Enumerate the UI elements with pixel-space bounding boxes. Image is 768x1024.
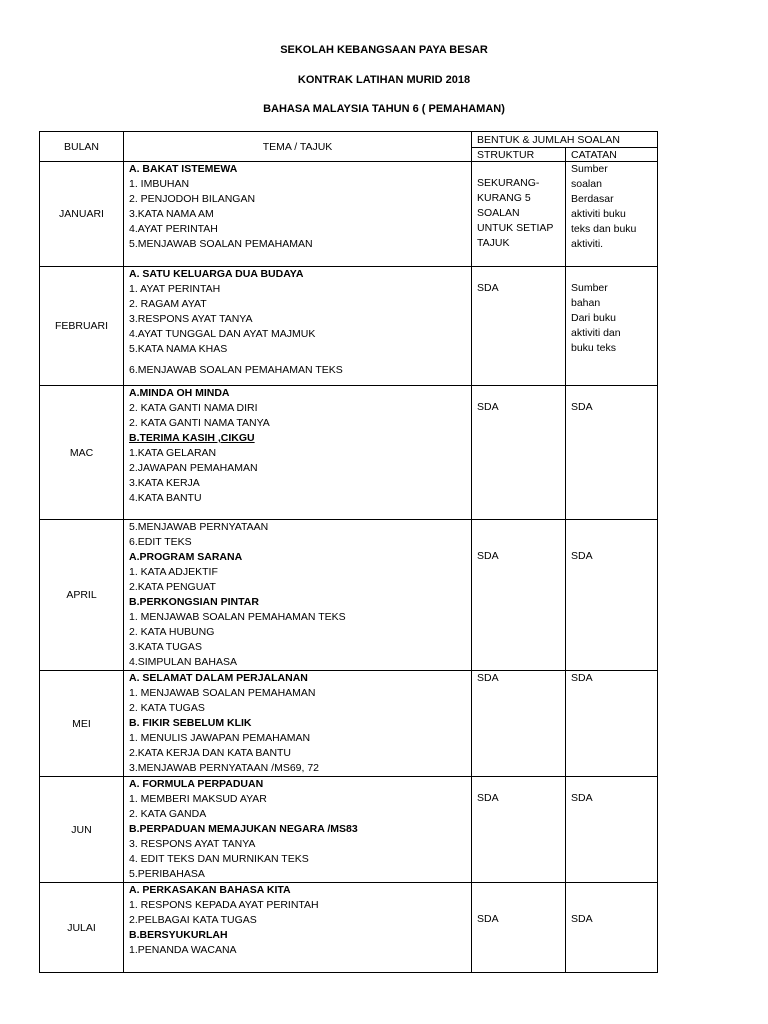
struktur-text: SDA — [477, 401, 499, 413]
catatan-cell — [566, 162, 658, 267]
struktur-cell — [472, 386, 566, 520]
topic-item: 2.JAWAPAN PEMAHAMAN — [129, 462, 258, 474]
topic-item: 1.KATA GELARAN — [129, 447, 217, 459]
header-struktur: STRUKTUR — [472, 148, 566, 162]
topics-cell — [124, 386, 472, 520]
topic-heading: B. FIKIR SEBELUM KLIK — [129, 717, 252, 729]
catatan-text: aktiviti. — [571, 238, 604, 250]
topic-item: 3.KATA NAMA AM — [129, 208, 214, 220]
topic-heading: A. SATU KELUARGA DUA BUDAYA — [129, 268, 304, 280]
topic-item: 1. MEMBERI MAKSUD AYAR — [129, 793, 267, 805]
struktur-text: SDA — [477, 672, 499, 684]
struktur-cell — [472, 520, 566, 671]
school-title: SEKOLAH KEBANGSAAN PAYA BESAR — [280, 44, 488, 56]
topic-item: 4.SIMPULAN BAHASA — [129, 656, 237, 668]
topic-item: 1. IMBUHAN — [129, 178, 190, 190]
struktur-text: SOALAN — [477, 207, 520, 219]
topic-item: 1. MENULIS JAWAPAN PEMAHAMAN — [129, 732, 311, 744]
topic-item: 5.MENJAWAB SOALAN PEMAHAMAN — [129, 238, 313, 250]
topics-cell — [124, 883, 472, 973]
catatan-text: Berdasar — [571, 193, 614, 205]
topic-item: 4.AYAT PERINTAH — [129, 223, 218, 235]
catatan-text: aktiviti buku — [571, 208, 626, 220]
month-cell: FEBRUARI — [40, 267, 124, 386]
topic-item: 1. KATA ADJEKTIF — [129, 566, 218, 578]
catatan-text: bahan — [571, 297, 601, 309]
topic-heading: A. SELAMAT DALAM PERJALANAN — [129, 672, 308, 684]
topic-item: 2.PELBAGAI KATA TUGAS — [129, 914, 257, 926]
header-tema: TEMA / TAJUK — [124, 132, 472, 162]
topic-item: 2. RAGAM AYAT — [129, 298, 207, 310]
month-cell: JUN — [40, 777, 124, 883]
topic-item: 3. RESPONS AYAT TANYA — [129, 838, 256, 850]
table-row — [40, 386, 658, 520]
topic-item: 2. KATA TUGAS — [129, 702, 205, 714]
topics-cell — [124, 520, 472, 671]
header-bulan: BULAN — [40, 132, 124, 162]
table-row — [40, 777, 658, 883]
struktur-text: SDA — [477, 913, 499, 925]
topic-item: 1. MENJAWAB SOALAN PEMAHAMAN TEKS — [129, 611, 346, 623]
struktur-text: SEKURANG- — [477, 177, 540, 189]
topics-cell — [124, 671, 472, 777]
subject-title: BAHASA MALAYSIA TAHUN 6 ( PEMAHAMAN) — [263, 103, 505, 115]
topic-item: 2. PENJODOH BILANGAN — [129, 193, 256, 205]
topic-heading: B.PERPADUAN MEMAJUKAN NEGARA /MS83 — [129, 823, 358, 835]
topic-item: 3.KATA TUGAS — [129, 641, 202, 653]
struktur-cell — [472, 883, 566, 973]
struktur-text: SDA — [477, 550, 499, 562]
catatan-text: SDA — [571, 672, 593, 684]
catatan-cell — [566, 883, 658, 973]
catatan-text: SDA — [571, 550, 593, 562]
topic-item: 5.PERIBAHASA — [129, 868, 205, 880]
topic-item: 1. RESPONS KEPADA AYAT PERINTAH — [129, 899, 319, 911]
catatan-text: SDA — [571, 401, 593, 413]
topic-item: 2.KATA KERJA DAN KATA BANTU — [129, 747, 292, 759]
topic-item: 1. AYAT PERINTAH — [129, 283, 221, 295]
struktur-cell — [472, 777, 566, 883]
topic-heading: B.TERIMA KASIH ,CIKGU — [129, 432, 255, 444]
topic-item: 6.EDIT TEKS — [129, 536, 192, 548]
struktur-cell — [472, 267, 566, 386]
struktur-text: KURANG 5 — [477, 192, 531, 204]
topic-item: 1.PENANDA WACANA — [129, 944, 237, 956]
topics-cell — [124, 162, 472, 267]
table-row — [40, 267, 658, 386]
month-cell: MEI — [40, 671, 124, 777]
topic-item: 2. KATA HUBUNG — [129, 626, 215, 638]
topic-heading: A. PERKASAKAN BAHASA KITA — [129, 884, 291, 896]
catatan-cell — [566, 267, 658, 386]
topic-item: 2. KATA GANDA — [129, 808, 207, 820]
contract-title: KONTRAK LATIHAN MURID 2018 — [297, 74, 471, 86]
table-row — [40, 520, 658, 671]
table-row — [40, 162, 658, 267]
catatan-text: aktiviti dan — [571, 327, 621, 339]
catatan-text: soalan — [571, 178, 602, 190]
topic-item: 6.MENJAWAB SOALAN PEMAHAMAN TEKS — [129, 364, 343, 376]
month-cell: JANUARI — [40, 162, 124, 267]
topic-item: 3.MENJAWAB PERNYATAAN /MS69, 72 — [129, 762, 320, 774]
topic-heading: A. FORMULA PERPADUAN — [129, 778, 264, 790]
catatan-cell — [566, 777, 658, 883]
month-cell: MAC — [40, 386, 124, 520]
catatan-cell — [566, 520, 658, 671]
struktur-text: SDA — [477, 282, 499, 294]
topic-item: 5.KATA NAMA KHAS — [129, 343, 228, 355]
topic-item: 4. EDIT TEKS DAN MURNIKAN TEKS — [129, 853, 309, 865]
topic-item: 1. MENJAWAB SOALAN PEMAHAMAN — [129, 687, 316, 699]
topic-item: 4.AYAT TUNGGAL DAN AYAT MAJMUK — [129, 328, 316, 340]
table-row — [40, 671, 658, 777]
topic-item: 5.MENJAWAB PERNYATAAN — [129, 521, 269, 533]
topics-cell — [124, 777, 472, 883]
catatan-text: teks dan buku — [571, 223, 637, 235]
header-bentuk: BENTUK & JUMLAH SOALAN — [472, 132, 658, 148]
header-catatan: CATATAN — [566, 148, 658, 162]
month-cell: JULAI — [40, 883, 124, 973]
struktur-cell — [472, 162, 566, 267]
struktur-text: UNTUK SETIAP — [477, 222, 554, 234]
catatan-cell — [566, 671, 658, 777]
catatan-text: Dari buku — [571, 312, 616, 324]
topic-heading: A.PROGRAM SARANA — [129, 551, 243, 563]
catatan-text: SDA — [571, 913, 593, 925]
topic-heading: B.BERSYUKURLAH — [129, 929, 228, 941]
topic-heading: B.PERKONGSIAN PINTAR — [129, 596, 259, 608]
topics-cell — [124, 267, 472, 386]
table-row — [40, 883, 658, 973]
topic-item: 3.KATA KERJA — [129, 477, 200, 489]
struktur-text: SDA — [477, 792, 499, 804]
topic-item: 2.KATA PENGUAT — [129, 581, 216, 593]
topic-item: 3.RESPONS AYAT TANYA — [129, 313, 253, 325]
topic-heading: A. BAKAT ISTEMEWA — [129, 163, 238, 175]
month-cell: APRIL — [40, 520, 124, 671]
contract-table — [39, 131, 658, 973]
topic-item: 4.KATA BANTU — [129, 492, 202, 504]
catatan-text: Sumber — [571, 163, 608, 175]
catatan-text: SDA — [571, 792, 593, 804]
catatan-cell — [566, 386, 658, 520]
catatan-text: Sumber — [571, 282, 608, 294]
topic-item: 2. KATA GANTI NAMA DIRI — [129, 402, 258, 414]
struktur-text: TAJUK — [477, 237, 510, 249]
topic-item: 2. KATA GANTI NAMA TANYA — [129, 417, 270, 429]
topic-heading: A.MINDA OH MINDA — [129, 387, 230, 399]
struktur-cell — [472, 671, 566, 777]
catatan-text: buku teks — [571, 342, 616, 354]
